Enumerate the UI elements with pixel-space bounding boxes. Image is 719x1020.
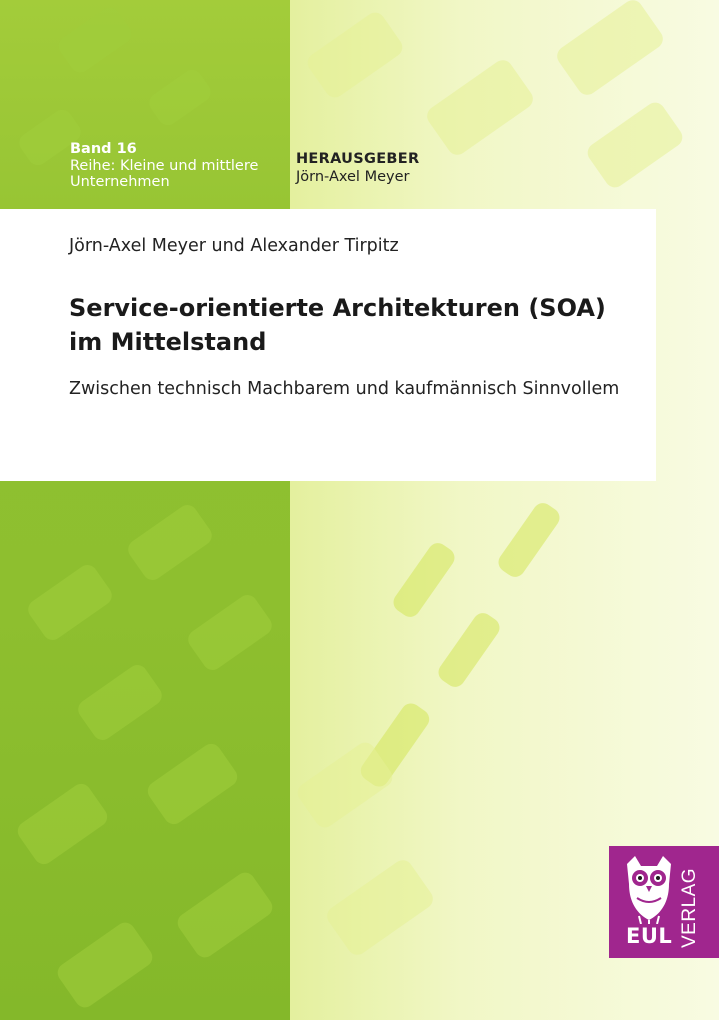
decor-tile	[553, 0, 666, 99]
book-title-line1: Service-orientierte Architekturen (SOA)	[69, 294, 606, 322]
editor-name: Jörn-Axel Meyer	[296, 169, 410, 185]
decor-tile	[54, 919, 156, 1012]
decor-tile	[390, 539, 459, 621]
decor-tile	[304, 9, 406, 102]
decor-tile	[174, 869, 276, 962]
decor-tile	[495, 499, 564, 581]
decor-tile	[14, 780, 111, 868]
decor-tile	[423, 56, 536, 158]
band-number: Band 16	[70, 141, 137, 157]
owl-icon	[619, 854, 679, 924]
publisher-logo-side-text: VERLAG	[679, 867, 700, 948]
book-title-line2: im Mittelstand	[69, 328, 267, 356]
book-authors: Jörn-Axel Meyer und Alexander Tirpitz	[69, 236, 399, 256]
decor-tile	[145, 66, 214, 129]
editor-label: HERAUSGEBER	[296, 151, 420, 167]
decor-tile	[323, 856, 436, 958]
publisher-logo	[609, 846, 719, 958]
series-name-line1: Reihe: Kleine und mittlere	[70, 157, 259, 174]
decor-tile	[435, 609, 504, 691]
book-title	[69, 291, 649, 359]
series-name-line2: Unternehmen	[70, 174, 170, 190]
decor-tile	[584, 99, 686, 192]
decor-tile	[74, 661, 165, 744]
publisher-logo-text: EUL	[626, 924, 673, 948]
decor-tile	[55, 4, 135, 77]
decor-tile	[144, 740, 241, 828]
title-box	[0, 209, 656, 481]
editor-block	[296, 151, 419, 185]
decor-tile	[124, 501, 215, 584]
series-info	[70, 141, 258, 191]
decor-tile	[184, 591, 275, 674]
decor-tile	[24, 561, 115, 644]
book-subtitle: Zwischen technisch Machbarem und kaufmännisch Sinnvollem	[69, 379, 620, 399]
